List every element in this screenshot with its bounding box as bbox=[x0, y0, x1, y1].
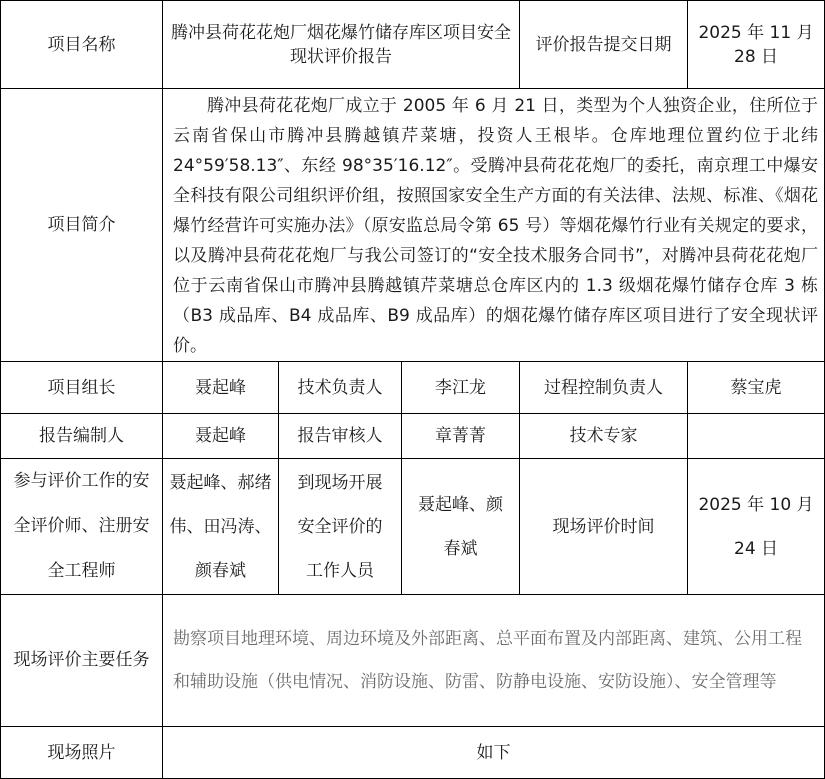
label-site-photos: 现场照片 bbox=[1, 727, 163, 779]
row-main-tasks bbox=[1, 595, 825, 727]
label-summary: 项目简介 bbox=[1, 89, 163, 362]
label-main-tasks: 现场评价主要任务 bbox=[1, 595, 163, 727]
label-process-control: 过程控制负责人 bbox=[520, 362, 688, 414]
reviewer-value: 章菁菁 bbox=[402, 414, 520, 459]
label-project-name: 项目名称 bbox=[1, 1, 163, 89]
label-tech-expert: 技术专家 bbox=[520, 414, 688, 459]
onsite-staff-value: 聂起峰、颜春斌 bbox=[402, 459, 520, 595]
label-submit-date: 评价报告提交日期 bbox=[520, 1, 688, 89]
row-team-leads bbox=[1, 362, 825, 414]
tech-lead-value: 李江龙 bbox=[402, 362, 520, 414]
main-tasks-text: 勘察项目地理环境、周边环境及外部距离、总平面布置及内部距离、建筑、公用工程和辅助设施（供电情况、消防设施、防雷、防静电设施、安防设施）、安全管理等 bbox=[173, 628, 802, 692]
label-onsite-staff: 到现场开展安全评价的工作人员 bbox=[279, 459, 402, 595]
label-tech-lead: 技术负责人 bbox=[279, 362, 402, 414]
submit-date-value: 2025 年 11 月 28 日 bbox=[688, 1, 825, 89]
label-onsite-time: 现场评价时间 bbox=[520, 459, 688, 595]
label-project-leader: 项目组长 bbox=[1, 362, 163, 414]
row-evaluators bbox=[1, 459, 825, 595]
site-photos-value: 如下 bbox=[163, 727, 825, 779]
process-control-value: 蔡宝虎 bbox=[688, 362, 825, 414]
tech-expert-value bbox=[688, 414, 825, 459]
project-leader-value: 聂起峰 bbox=[163, 362, 279, 414]
row-summary bbox=[1, 89, 825, 362]
row-site-photos bbox=[1, 727, 825, 779]
row-report-staff bbox=[1, 414, 825, 459]
row-project-name bbox=[1, 1, 825, 89]
evaluators-value: 聂起峰、郝绪伟、田冯涛、颜春斌 bbox=[163, 459, 279, 595]
summary-cell bbox=[163, 89, 825, 362]
compiler-value: 聂起峰 bbox=[163, 414, 279, 459]
onsite-time-value: 2025 年 10 月 24 日 bbox=[688, 459, 825, 595]
label-evaluators: 参与评价工作的安全评价师、注册安全工程师 bbox=[1, 459, 163, 595]
summary-text: 腾冲县荷花花炮厂成立于 2005 年 6 月 21 日，类型为个人独资企业，住所位于云南省保山市腾冲县腾越镇芹菜塘，投资人王根毕。仓库地理位置约位于北纬 24°59′58.13″、东经 98°35′16.12″。受腾冲县荷花花炮厂的委托，南京理工中爆安全科技有限公司组织评价组，按照国家安全生产方面的有关法律、法规、标准、《烟花爆竹经营许可实施办法》（原安监总局令第 65 号）等烟花爆竹行业有关规定的要求，以及腾冲县荷花花炮厂与我公司签订的“安全技术服务合同书”，对腾冲县荷花花炮厂位于云南省保山市腾冲县腾越镇芹菜塘总仓库区内的 1.3 级烟花爆竹储存仓库 3 栋（B3 成品库、B4 成品库、B9 成品库）的烟花爆竹储存库区项目进行了安全现状评价。 bbox=[173, 96, 819, 356]
label-reviewer: 报告审核人 bbox=[279, 414, 402, 459]
project-name-value: 腾冲县荷花花炮厂烟花爆竹储存库区项目安全现状评价报告 bbox=[163, 1, 520, 89]
main-tasks-cell bbox=[163, 595, 825, 727]
label-compiler: 报告编制人 bbox=[1, 414, 163, 459]
